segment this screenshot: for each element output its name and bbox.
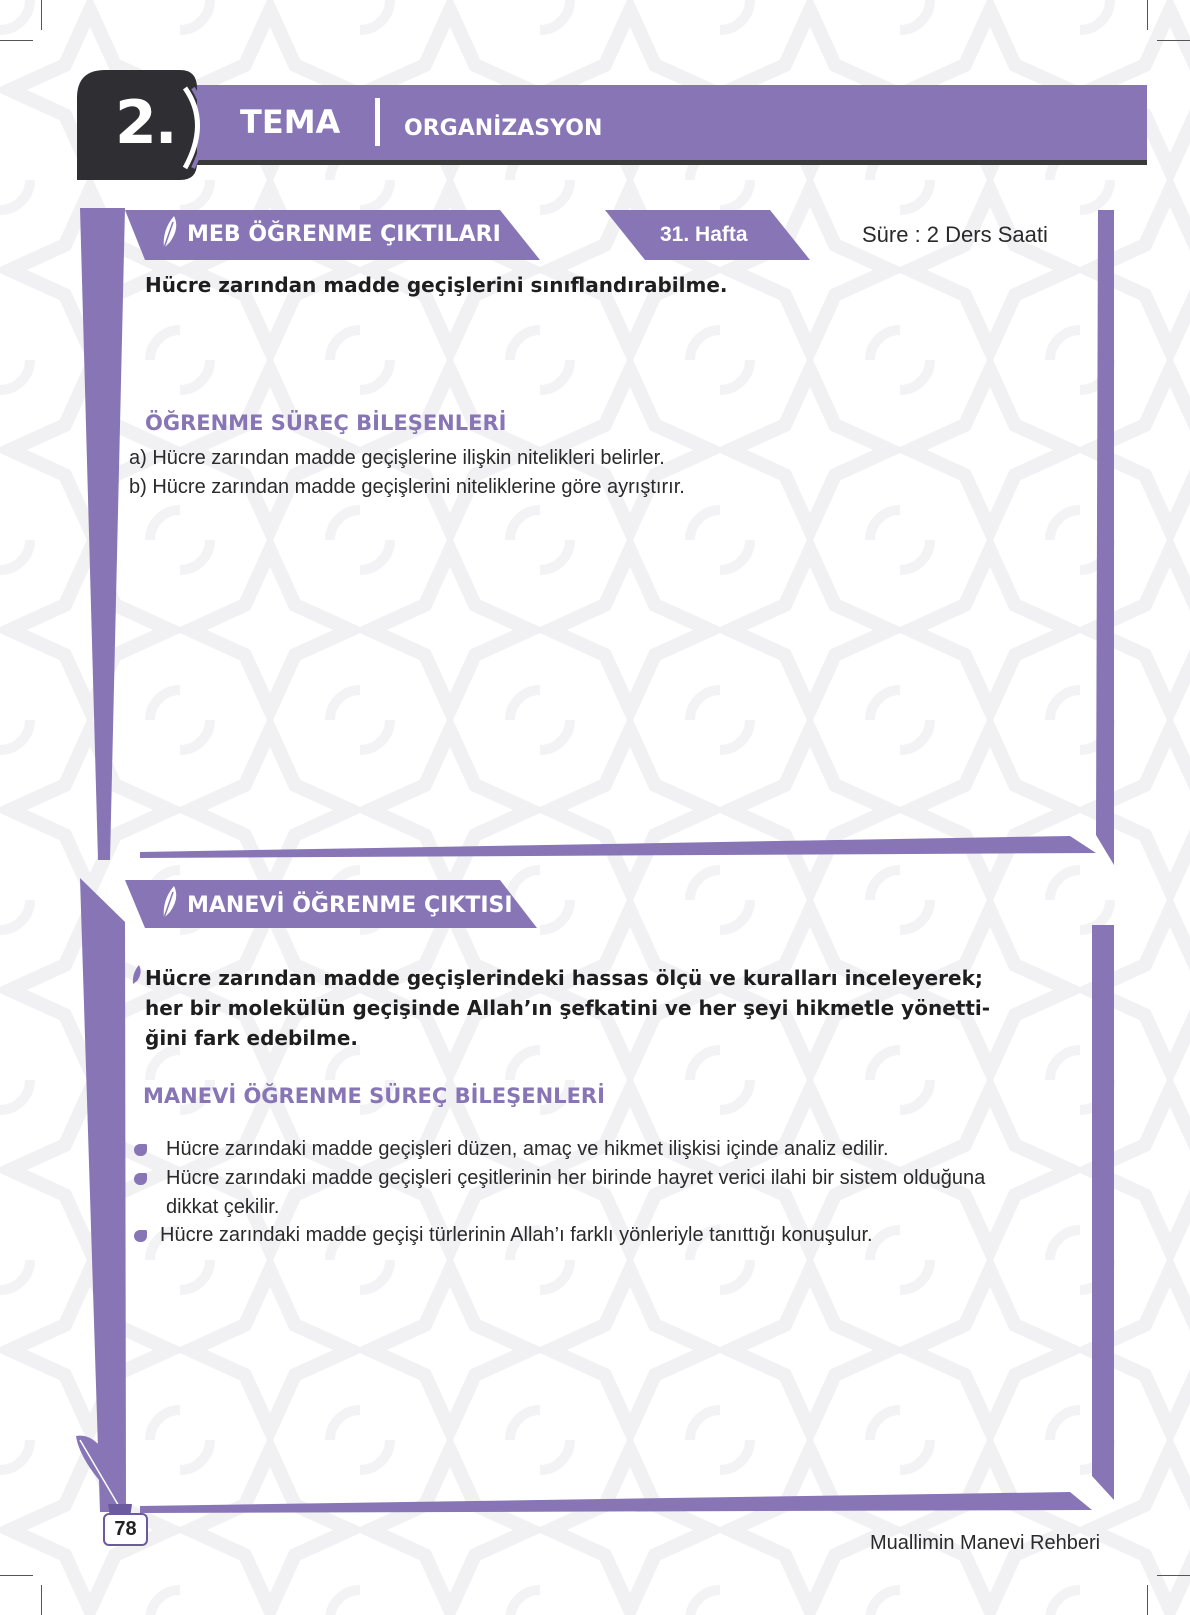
list-item-text: Hücre zarındaki madde geçişleri düzen, amaç ve hikmet ilişkisi içinde analiz edilir. [166,1138,889,1160]
meb-section-title: MEB ÖĞRENME ÇIKTILARI [187,222,501,247]
bullet-icon [134,1144,147,1156]
spiritual-section-title: MANEVİ ÖĞRENME ÇIKTISI [187,893,513,918]
list-item-text [166,1164,1076,1222]
process-item: b) Hücre zarından madde geçişlerini niteliklerine göre ayrıştırır. [129,476,685,498]
bullet-icon [134,1230,147,1242]
spiritual-outcome-line: Hücre zarından madde geçişlerindeki hassas ölçü ve kuralları inceleyerek; [145,966,983,990]
feather-icon [131,964,143,986]
spiritual-process-title: MANEVİ ÖĞRENME SÜREÇ BİLEŞENLERİ [143,1084,605,1108]
spiritual-outcome-line: ğini fark edebilme. [145,1026,359,1050]
page-number: 78 [103,1513,148,1546]
bullet-icon [134,1173,147,1185]
book-title: Muallimin Manevi Rehberi [870,1532,1101,1554]
theme-label: TEMA [240,103,341,141]
duration-label: Süre : 2 Ders Saati [862,222,1048,247]
process-item: a) Hücre zarından madde geçişlerine ilişkin nitelikleri belirler. [129,447,665,469]
week-label: 31. Hafta [660,223,748,246]
feather-icon [160,884,182,920]
quill-ink-icon [68,1430,148,1520]
theme-number: 2. [115,88,176,158]
spiritual-outcome [145,963,1070,1053]
list-item-line: Hücre zarındaki madde geçişleri çeşitlerinin her birinde hayret verici ilahi bir sistem olduğuna [166,1167,986,1189]
theme-name: ORGANİZASYON [404,116,603,141]
process-section-title: ÖĞRENME SÜREÇ BİLEŞENLERİ [145,411,507,435]
spiritual-outcome-line: her bir molekülün geçişinde Allah’ın şefkatini ve her şeyi hikmetle yönetti- [145,996,991,1020]
list-item-text: Hücre zarındaki madde geçişi türlerinin Allah’ı farklı yönleriyle tanıttığı konuşulur. [160,1224,873,1246]
list-item-line: dikkat çekilir. [166,1196,280,1218]
meb-outcome: Hücre zarından madde geçişlerini sınıflandırabilme. [145,273,728,297]
